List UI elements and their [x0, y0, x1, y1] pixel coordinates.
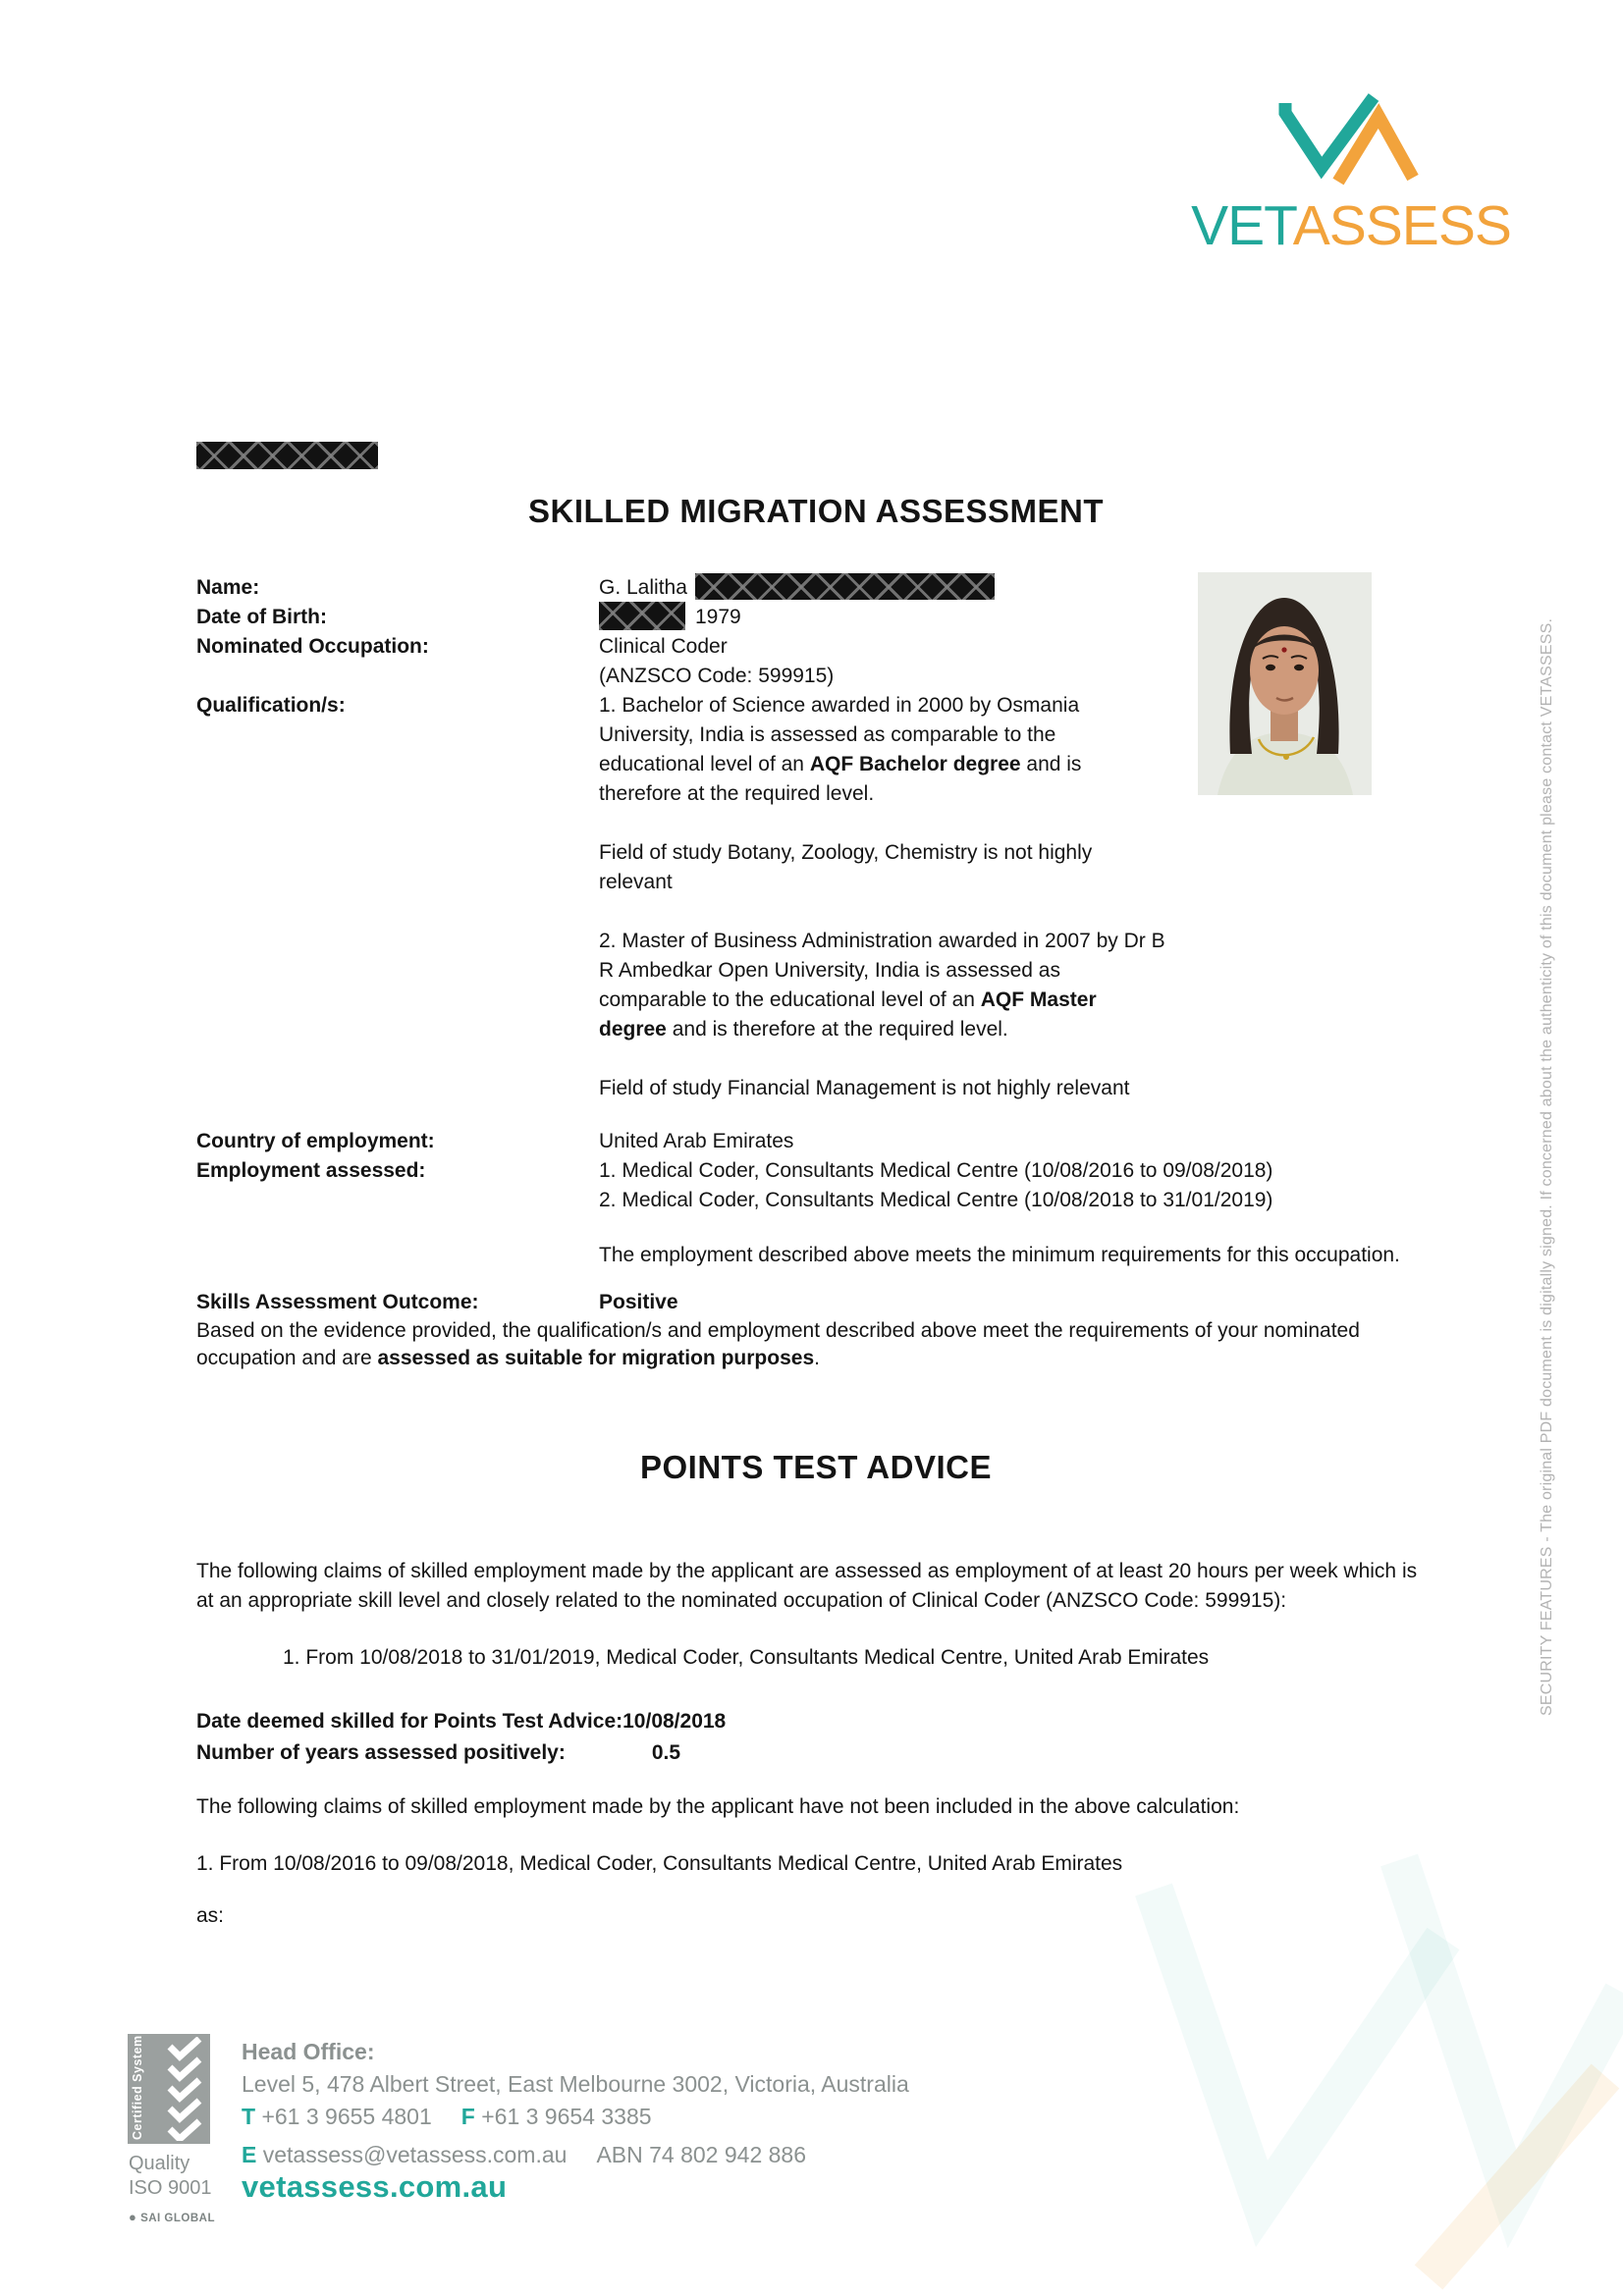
- iso-certified-badge: [128, 2034, 210, 2144]
- outcome-paragraph-end: .: [814, 1347, 820, 1369]
- years-assessed-value: 0.5: [651, 1741, 681, 1764]
- name-label: Name:: [196, 576, 260, 599]
- occupation-label: Nominated Occupation:: [196, 635, 429, 658]
- head-office-address: Level 5, 478 Albert Street, East Melbourne 3002, Victoria, Australia: [242, 2071, 909, 2097]
- occupation-anzsco-code: (ANZSCO Code: 599915): [599, 665, 835, 687]
- phone-f-icon: F: [460, 2104, 475, 2129]
- qualification-2-field-of-study: Field of study Financial Management is not highly relevant: [599, 1077, 1130, 1099]
- outcome-paragraph-text: Based on the evidence provided, the qualification/s and employment described above meet the requirements of your nominated occupation and are: [196, 1319, 1360, 1369]
- redaction-dob: [599, 602, 685, 630]
- employment-item-2: 2. Medical Coder, Consultants Medical Centre (10/08/2018 to 31/01/2019): [599, 1189, 1273, 1211]
- vetassess-wordmark: [1169, 196, 1533, 255]
- vetassess-logo-icon: [1277, 90, 1425, 190]
- qualifications-value: [599, 691, 1166, 1103]
- qualification-1-text-end: and is therefore at the required level.: [599, 753, 1082, 805]
- security-features-strip: SECURITY FEATURES - The original PDF document is digitally signed. If concerned about the authenticity of this document please contact VETASSESS.: [1539, 617, 1555, 1716]
- employment-value: [599, 1156, 1435, 1270]
- occupation-value: [599, 632, 1435, 691]
- years-assessed-row: [196, 1737, 1435, 1769]
- qualification-2-text: 2. Master of Business Administration awarded in 2007 by Dr B R Ambedkar Open University, India is assessed as comparable to the educational level of an: [599, 930, 1165, 1011]
- field-row-name: [196, 573, 1435, 603]
- dob-visible-text: 1979: [695, 606, 741, 628]
- years-assessed-label: Number of years assessed positively:: [196, 1741, 566, 1764]
- points-claim-excluded: 1. From 10/08/2016 to 09/08/2018, Medical Coder, Consultants Medical Centre, United Arab Emirates: [196, 1852, 1123, 1875]
- points-test-advice-title: POINTS TEST ADVICE: [640, 1449, 992, 1485]
- country-value: United Arab Emirates: [599, 1130, 794, 1152]
- points-paragraph-2: The following claims of skilled employment made by the applicant have not been included in the above calculation:: [196, 1795, 1240, 1818]
- phone-t-icon: T: [242, 2104, 256, 2129]
- phone-f-number: +61 3 9654 3385: [481, 2104, 652, 2129]
- phone-t-number: +61 3 9655 4801: [261, 2104, 432, 2129]
- employment-note: The employment described above meets the minimum requirements for this occupation.: [599, 1244, 1400, 1266]
- points-paragraph-1: The following claims of skilled employment made by the applicant are assessed as employment of at least 20 hours per week which is at an appropriate skill level and closely related to the nominated occupation of Clinical Coder (ANZSCO Code: 599915):: [196, 1560, 1418, 1612]
- wordmark-assess: ASSESS: [1292, 194, 1511, 257]
- date-deemed-skilled-label: Date deemed skilled for Points Test Advice:: [196, 1710, 623, 1733]
- iso-label: ISO 9001: [129, 2177, 212, 2199]
- wordmark-vet: VET: [1191, 194, 1293, 257]
- qualification-1-aqf-level: AQF Bachelor degree: [809, 753, 1021, 775]
- points-claim-included: 1. From 10/08/2018 to 31/01/2019, Medical Coder, Consultants Medical Centre, United Arab Emirates: [283, 1646, 1210, 1669]
- email-address: vetassess@vetassess.com.au: [262, 2142, 568, 2167]
- abn-number: ABN 74 802 942 886: [596, 2142, 806, 2167]
- email-line: [242, 2139, 909, 2171]
- employment-label: Employment assessed:: [196, 1159, 426, 1182]
- field-row-dob: [196, 603, 1435, 632]
- document-body: [196, 442, 1435, 1928]
- qualifications-label: Qualification/s:: [196, 694, 346, 717]
- phone-line: [242, 2101, 909, 2133]
- date-deemed-skilled-row: [196, 1706, 1435, 1737]
- name-visible-text: G. Lalitha: [599, 576, 687, 599]
- checkmarks-icon: [164, 2037, 205, 2141]
- redaction-reference-number: [196, 442, 378, 469]
- page-title: SKILLED MIGRATION ASSESSMENT: [527, 493, 1105, 529]
- country-label: Country of employment:: [196, 1130, 435, 1152]
- quality-label: Quality: [129, 2153, 190, 2174]
- date-deemed-skilled-value: 10/08/2018: [622, 1710, 727, 1733]
- outcome-paragraph-bold: assessed as suitable for migration purposes: [377, 1347, 815, 1369]
- name-value: [599, 573, 1435, 603]
- qualification-1: [599, 691, 1166, 809]
- sai-global-icon: ●: [129, 2210, 137, 2224]
- sai-global-label: [129, 2205, 215, 2231]
- employment-item-1: 1. Medical Coder, Consultants Medical Centre (10/08/2016 to 09/08/2018): [599, 1159, 1273, 1182]
- qualification-2-aqf-level: AQF Master degree: [599, 988, 1097, 1041]
- as-label: as:: [196, 1904, 225, 1927]
- vetassess-logo: [1169, 90, 1533, 255]
- redaction-name: [695, 573, 995, 600]
- outcome-paragraph: [196, 1317, 1435, 1372]
- field-row-employment: [196, 1156, 1435, 1270]
- email-e-icon: E: [242, 2142, 257, 2167]
- field-row-country: [196, 1127, 1435, 1156]
- footer: [0, 2024, 1623, 2296]
- sai-global-text: SAI GLOBAL: [140, 2213, 215, 2224]
- qualification-2-text-end: and is therefore at the required level.: [666, 1018, 1008, 1041]
- website-url: vetassess.com.au: [242, 2169, 508, 2204]
- occupation-title: Clinical Coder: [599, 635, 728, 658]
- qualification-1-field-of-study: Field of study Botany, Zoology, Chemistry is not highly relevant: [599, 841, 1093, 893]
- badge-caption: [129, 2152, 215, 2231]
- dob-value: [599, 603, 1435, 632]
- head-office-label: Head Office:: [242, 2039, 375, 2064]
- field-row-outcome: [196, 1288, 1435, 1317]
- dob-label: Date of Birth:: [196, 606, 327, 628]
- outcome-value: Positive: [599, 1291, 678, 1313]
- field-row-qualifications: [196, 691, 1435, 1103]
- certified-system-label: Certified System: [131, 2035, 144, 2140]
- qualification-1-text: 1. Bachelor of Science awarded in 2000 by Osmania University, India is assessed as comparable to the educational level of an: [599, 694, 1080, 775]
- field-row-occupation: [196, 632, 1435, 691]
- outcome-label: Skills Assessment Outcome:: [196, 1291, 479, 1313]
- qualification-2: [599, 927, 1166, 1044]
- head-office-block: [242, 2036, 909, 2171]
